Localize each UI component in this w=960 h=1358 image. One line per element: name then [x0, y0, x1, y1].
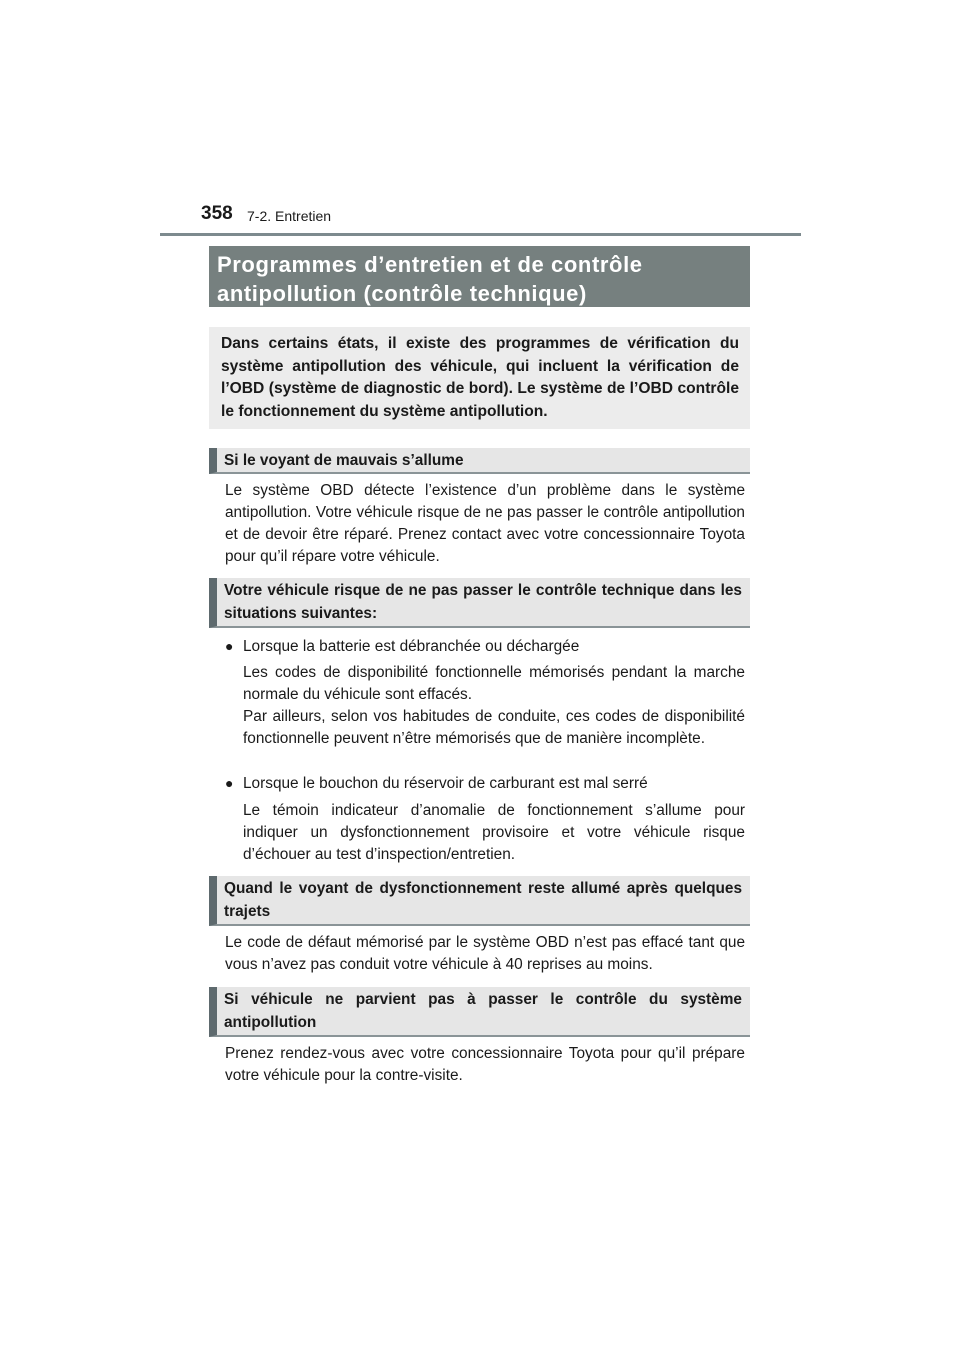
- section-body-fail-inspection: Prenez rendez-vous avec votre concessionnaire Toyota pour qu’il prépare votre véhicule pour la contre-visite.: [225, 1045, 745, 1084]
- page-title: Programmes d’entretien et de contrôle antipollution (contrôle technique): [209, 246, 750, 307]
- section-body-malfunction-light: Le système OBD détecte l’existence d’un problème dans le système antipollution. Votre véhicule risque de ne pas passer le contrôle antipollution et de devoir être réparé. Prenez contact avec votre concessionnaire Toyota pour qu’il répare votre véhicule.: [225, 482, 745, 565]
- bullet-battery-detail: Les codes de disponibilité fonctionnelle mémorisés pendant la marche normale du véhicule sont effacés.: [243, 664, 745, 703]
- section-heading-malfunction-light: Si le voyant de mauvais s’allume: [209, 448, 750, 474]
- page-number: 358: [201, 203, 233, 224]
- bullet-fuel-cap: [225, 772, 745, 795]
- section-heading-light-stays-on: Quand le voyant de dysfonctionnement reste allumé après quelques trajets: [209, 876, 750, 926]
- section-heading-fail-inspection: Si véhicule ne parvient pas à passer le contrôle du système antipollution: [209, 987, 750, 1037]
- bullet-fuel-cap-detail: Le témoin indicateur d’anomalie de fonctionnement s’allume pour indiquer un dysfonctionnement provisoire et votre véhicule risque d’échouer au test d’inspection/entretien.: [243, 802, 745, 863]
- bullet-battery: [225, 635, 745, 658]
- section-body-light-stays-on: Le code de défaut mémorisé par le système OBD n’est pas effacé tant que vous n’avez pas conduit votre véhicule à 40 reprises au moins.: [225, 934, 745, 973]
- bullet-marker: ●: [225, 775, 234, 791]
- bullet-text: Lorsque le bouchon du réservoir de carburant est mal serré: [243, 775, 648, 792]
- intro-box: Dans certains états, il existe des programmes de vérification du système antipollution des véhicule, qui incluent la vérification de l’OBD (système de diagnostic de bord). Le système de l’OBD contrôle le fonctionnement du système antipollution.: [209, 327, 750, 429]
- section-heading-fail-situations: Votre véhicule risque de ne pas passer le contrôle technique dans les situations suivantes:: [209, 578, 750, 628]
- header-rule: [160, 233, 801, 236]
- breadcrumb: 7-2. Entretien: [247, 208, 332, 224]
- bullet-marker: ●: [225, 638, 234, 654]
- bullet-battery-detail-2: Par ailleurs, selon vos habitudes de conduite, ces codes de disponibilité fonctionnelle peuvent n’être mémorisés que de manière incomplète.: [243, 708, 745, 747]
- bullet-text: Lorsque la batterie est débranchée ou déchargée: [243, 638, 580, 655]
